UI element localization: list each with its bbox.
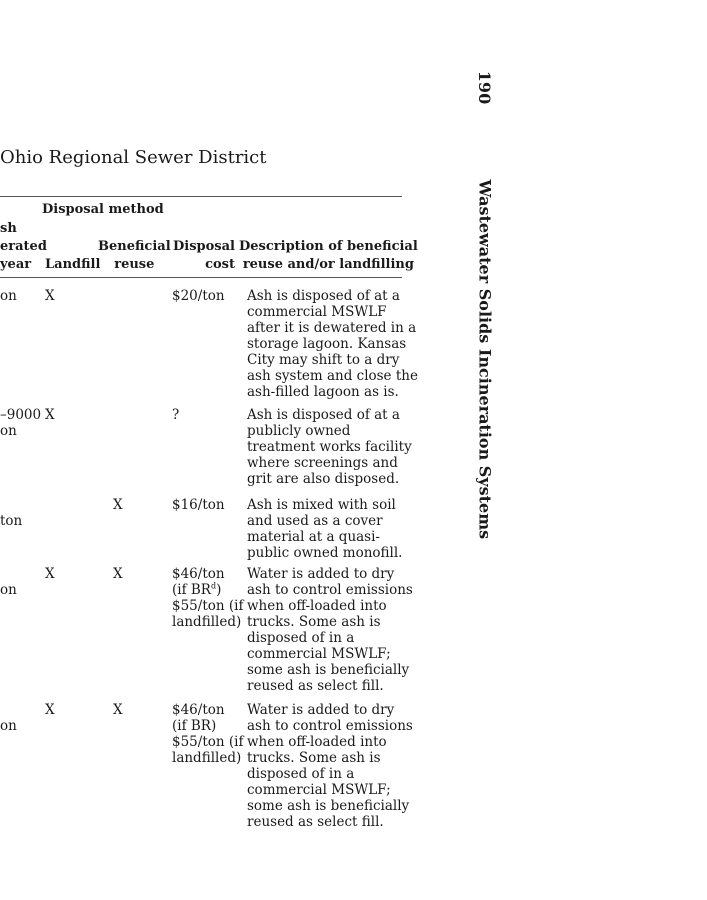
reuse-cell: X bbox=[113, 566, 123, 582]
page-number: 190 bbox=[475, 70, 495, 105]
landfill-cell: X bbox=[45, 288, 55, 304]
cost-cell: $20/ton bbox=[172, 288, 225, 304]
ash-cell: ton bbox=[0, 513, 23, 529]
description-cell: Water is added to dry ash to control emissions when off-loaded into trucks. Some ash is disposed of in a commercial MSWLF; some ash is beneficially reused as select fill. bbox=[247, 702, 413, 830]
description-cell: Ash is disposed of at a commercial MSWLF after it is dewatered in a storage lagoon. Kansas City may shift to a dry ash system and close the ash-filled lagoon as is. bbox=[247, 288, 418, 400]
cost-cell: $46/ton (if BR) $55/ton (if landfilled) bbox=[172, 702, 244, 766]
landfill-cell: X bbox=[45, 566, 55, 582]
ash-cell: –9000 on bbox=[0, 407, 42, 439]
ash-cell: on bbox=[0, 582, 17, 598]
table-header-rule bbox=[0, 277, 402, 278]
table-caption: Ohio Regional Sewer District bbox=[0, 147, 267, 168]
description-cell: Ash is mixed with soil and used as a cover material at a quasi- public owned monofill. bbox=[247, 497, 403, 561]
disposal-method-span-header: Disposal method bbox=[42, 202, 164, 217]
ash-cell: on bbox=[0, 718, 17, 734]
header-disposal-cost: Disposal cost bbox=[173, 239, 235, 272]
header-ash-generated: sh erated year bbox=[0, 221, 47, 272]
header-landfill: Landfill bbox=[45, 257, 101, 272]
cost-cell: ? bbox=[172, 407, 180, 423]
running-head: Wastewater Solids Incineration Systems bbox=[475, 179, 495, 540]
description-cell: Water is added to dry ash to control emissions when off-loaded into trucks. Some ash is disposed of in a commercial MSWLF; some ash is beneficially reused as select fill. bbox=[247, 566, 413, 694]
header-beneficial-reuse: Beneficial reuse bbox=[98, 239, 171, 272]
header-description: Description of beneficial reuse and/or landfilling bbox=[239, 239, 418, 272]
description-cell: Ash is disposed of at a publicly owned treatment works facility where screenings and grit are also disposed. bbox=[247, 407, 412, 487]
cost-cell: $46/ton (if $BR^d$) $55/ton (if landfilled) bbox=[172, 566, 244, 630]
table-top-rule bbox=[0, 196, 402, 197]
ash-cell: on bbox=[0, 288, 17, 304]
cost-cell: $16/ton bbox=[172, 497, 225, 513]
reuse-cell: X bbox=[113, 702, 123, 718]
landfill-cell: X bbox=[45, 702, 55, 718]
footnote-marker: d bbox=[210, 581, 217, 591]
reuse-cell: X bbox=[113, 497, 123, 513]
landfill-cell: X bbox=[45, 407, 55, 423]
